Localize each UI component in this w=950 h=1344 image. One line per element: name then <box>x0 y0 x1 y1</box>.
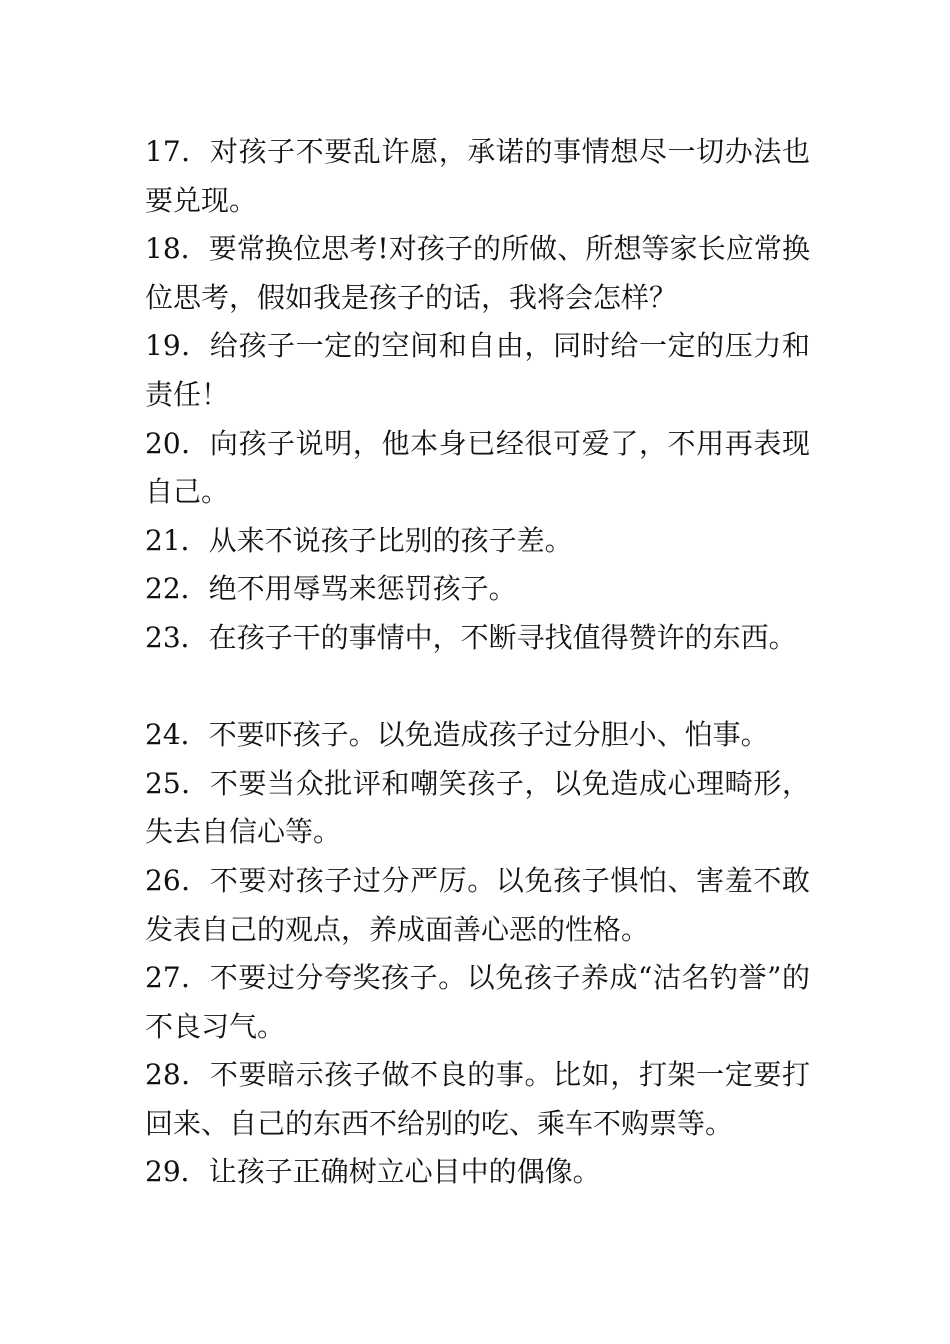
paragraph-gap <box>145 663 810 712</box>
list-item-25: 25．不要当众批评和嘲笑孩子，以免造成心理畸形，失去自信心等。 <box>145 766 810 849</box>
document-body <box>145 128 810 1197</box>
list-item-27: 27．不要过分夸奖孩子。以免孩子养成“沽名钓誉”的不良习气。 <box>145 961 810 1043</box>
list-item-22: 22．绝不用辱骂来惩罚孩子。 <box>145 572 517 606</box>
list-item-20: 20．向孩子说明，他本身已经很可爱了，不用再表现自己。 <box>145 426 810 509</box>
list-item-18: 18．要常换位思考!对孩子的所做、所想等家长应常换位思考，假如我是孩子的话，我将会怎样？ <box>145 232 810 314</box>
list-item-23: 23．在孩子干的事情中，不断寻找值得赞许的东西。 <box>145 620 797 654</box>
list-item-26: 26．不要对孩子过分严厉。以免孩子惧怕、害羞不敢发表自己的观点，养成面善心恶的性格。 <box>145 863 810 946</box>
list-item-28: 28．不要暗示孩子做不良的事。比如，打架一定要打回来、自己的东西不给别的吃、乘车不购票等。 <box>145 1058 810 1140</box>
list-item-19: 19．给孩子一定的空间和自由，同时给一定的压力和责任！ <box>145 329 810 411</box>
list-item-29: 29．让孩子正确树立心目中的偶像。 <box>145 1155 601 1189</box>
list-item-24: 24．不要吓孩子。以免造成孩子过分胆小、怕事。 <box>145 718 769 752</box>
list-item-21: 21．从来不说孩子比别的孩子差。 <box>145 523 573 557</box>
list-item-17: 17．对孩子不要乱许愿，承诺的事情想尽一切办法也要兑现。 <box>145 135 810 217</box>
